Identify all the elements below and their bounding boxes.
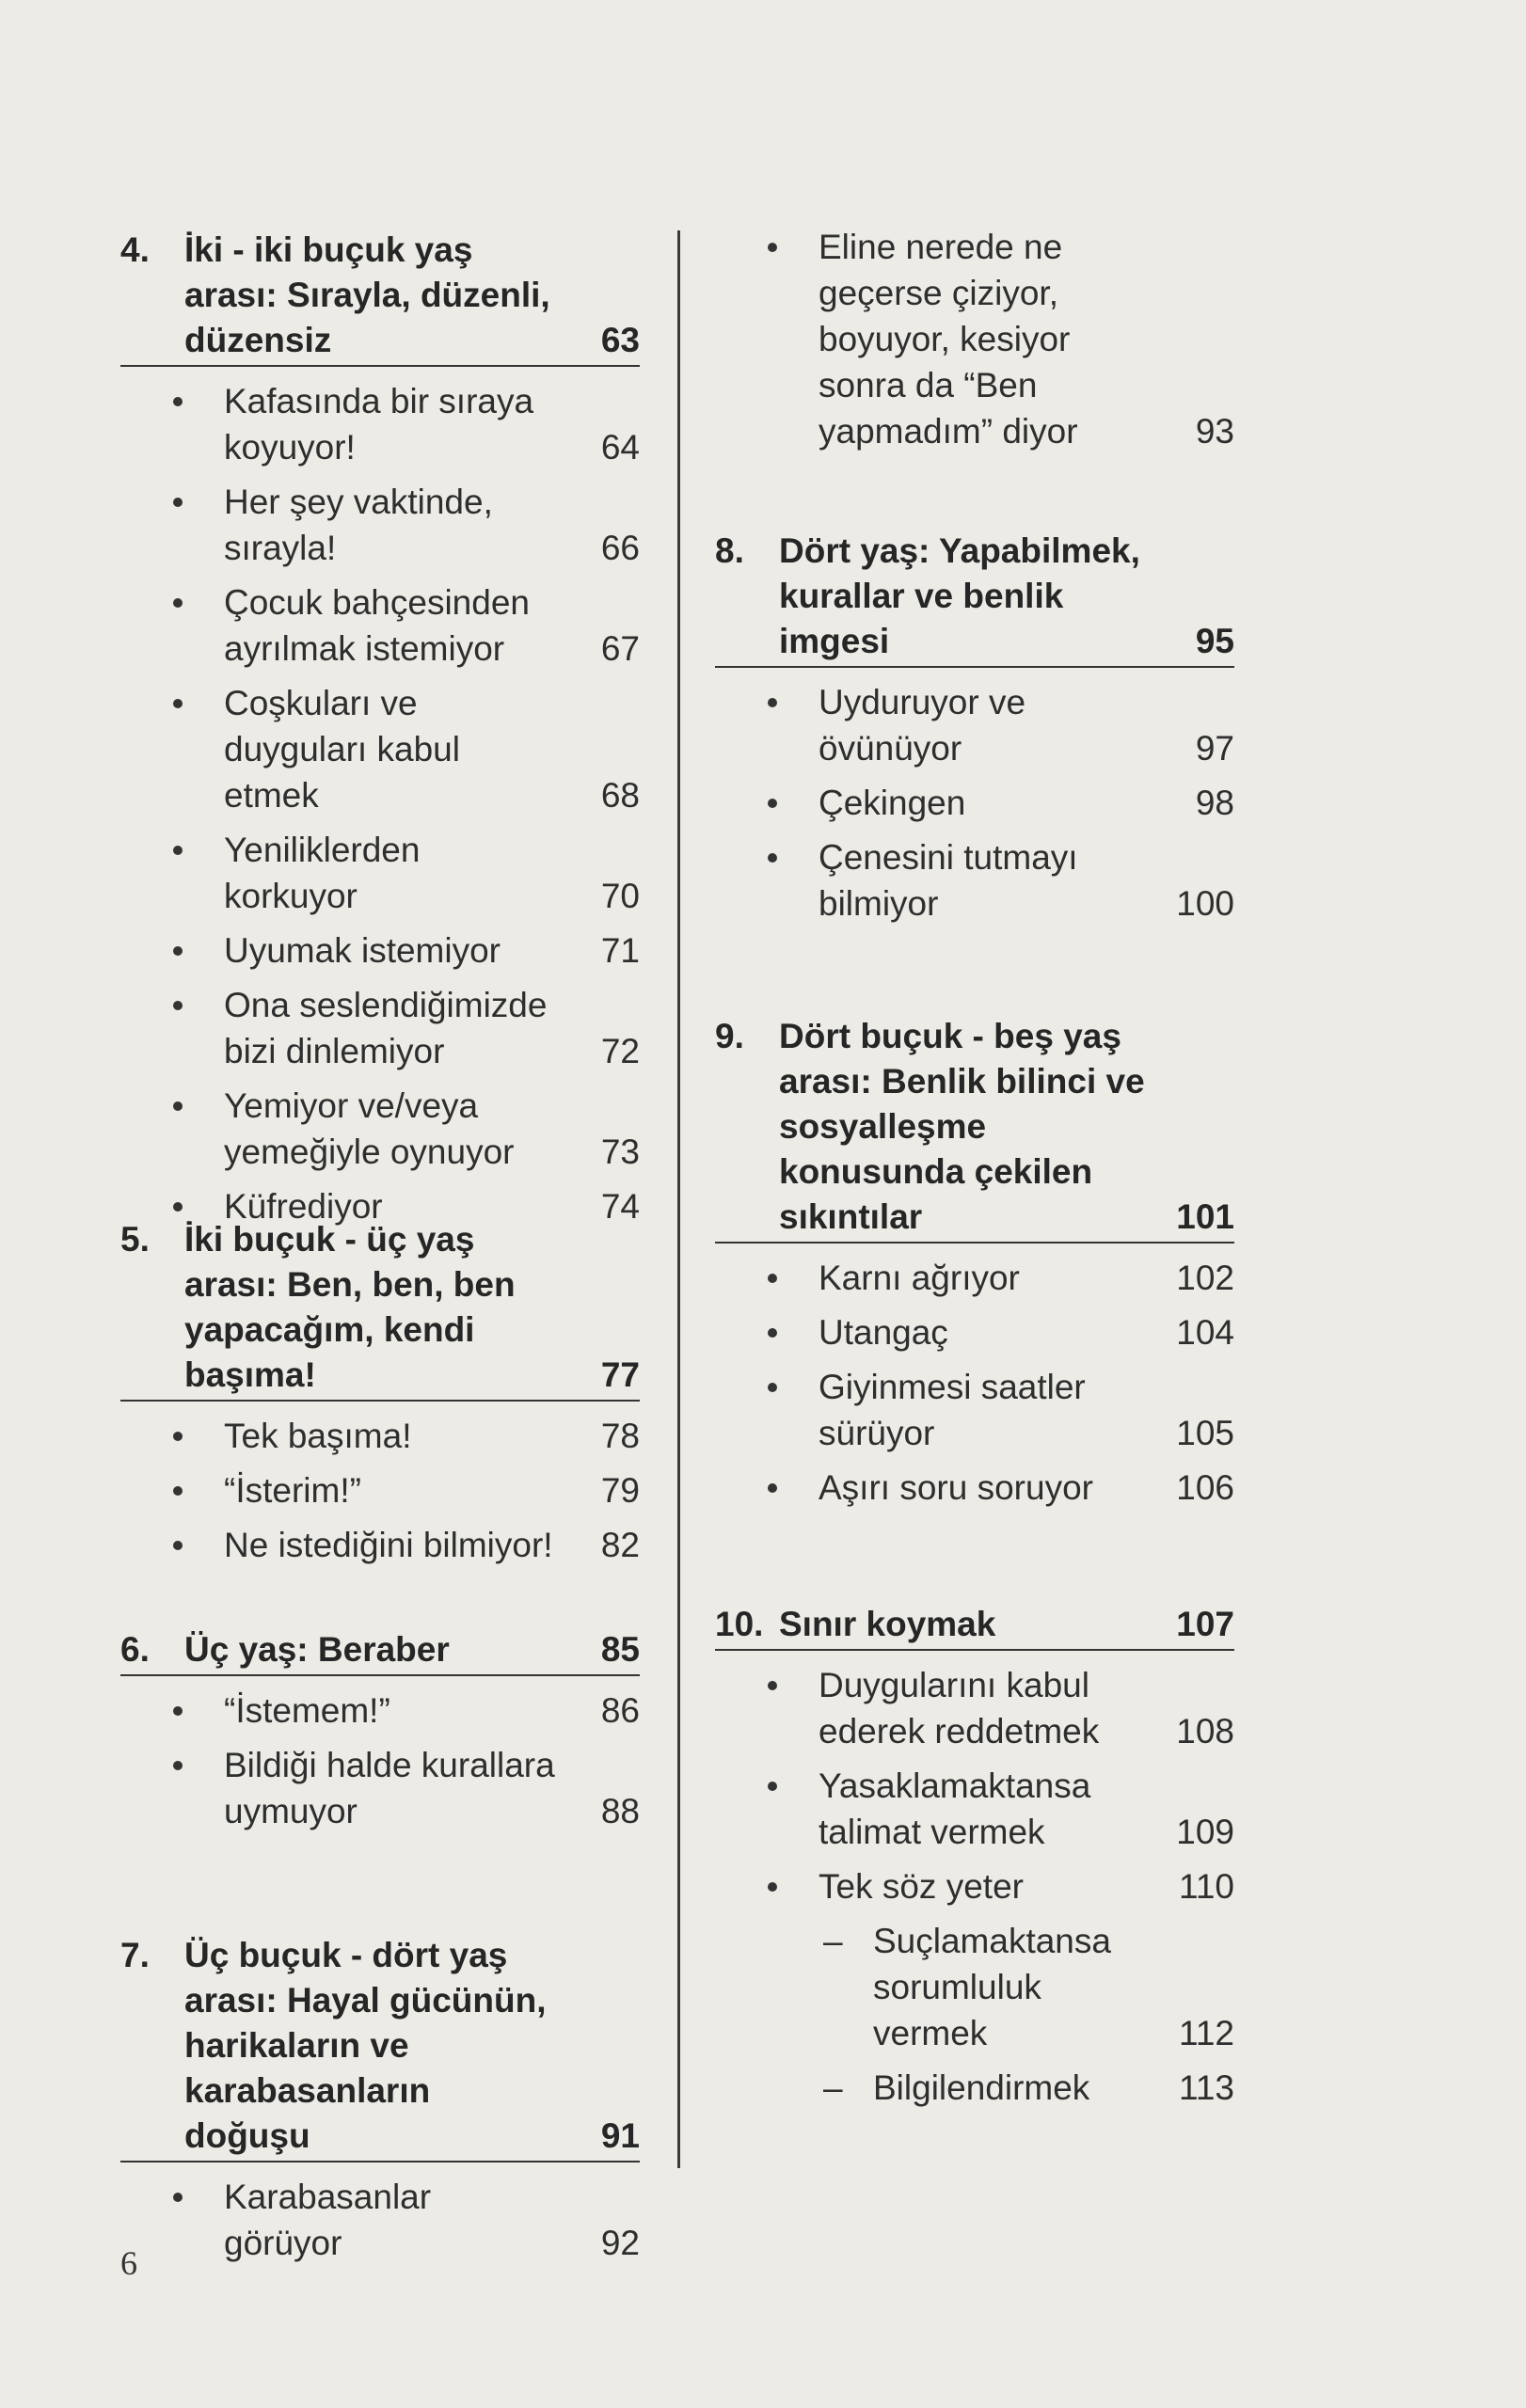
toc-item: Çekingen 98	[715, 780, 1234, 826]
chapter-title: Üç yaş: Beraber	[184, 1630, 450, 1669]
bullet-icon	[173, 699, 183, 708]
toc-subitem: – Bilgilendirmek 113	[715, 2065, 1234, 2111]
bullet-icon	[173, 1001, 183, 1010]
toc-item: Yeniliklerden korkuyor 70	[120, 827, 640, 919]
chapter-page: 101	[1176, 1197, 1234, 1236]
bullet-icon	[768, 1782, 777, 1791]
page-number: 6	[120, 2244, 137, 2282]
toc-item: Uyduruyor ve övünüyor 97	[715, 679, 1234, 771]
chapter-page: 85	[600, 1630, 640, 1669]
bullet-icon	[768, 799, 777, 808]
toc-item: Yemiyor ve/veya yemeğiyle oynuyor 73	[120, 1083, 640, 1175]
chapter-items	[715, 1255, 1234, 1511]
chapter-items	[715, 679, 1234, 927]
toc-item: Bildiği halde kurallara uymuyor 88	[120, 1742, 640, 1834]
toc-item: Uyumak istemiyor 71	[120, 927, 640, 974]
toc-item: Yasaklamaktansa talimat vermek 109	[715, 1763, 1234, 1855]
toc-item: Utangaç 104	[715, 1309, 1234, 1355]
chapter-number: 6.	[120, 1630, 150, 1669]
bullet-icon	[768, 1383, 777, 1392]
bullet-icon	[173, 1101, 183, 1111]
toc-item: Çenesini tutmayı bilmiyor 100	[715, 834, 1234, 927]
chapter-title: İki - iki buçuk yaş arası: Sırayla, düzenli, düzensiz	[184, 230, 550, 359]
chapter-number: 8.	[715, 531, 744, 570]
toc-item: Aşırı soru soruyor 106	[715, 1465, 1234, 1511]
bullet-icon	[173, 1202, 183, 1212]
toc-item: Karnı ağrıyor 102	[715, 1255, 1234, 1301]
bullet-icon	[768, 1274, 777, 1283]
bullet-icon	[768, 698, 777, 707]
column-divider	[677, 230, 680, 2168]
bullet-icon	[173, 1541, 183, 1550]
toc-item: Ona seslendiğimizde bizi dinlemiyor 72	[120, 982, 640, 1074]
bullet-icon	[768, 1483, 777, 1493]
toc-subitem: – Suçlamaktansa sorumluluk vermek 112	[715, 1918, 1234, 2056]
chapter-page: 107	[1176, 1605, 1234, 1643]
chapter-number: 7.	[120, 1936, 150, 1974]
toc-item: Coşkuları ve duyguları kabul etmek 68	[120, 680, 640, 818]
bullet-icon	[173, 2193, 183, 2202]
chapter-7-continued	[715, 224, 1234, 463]
chapter-7	[120, 1933, 640, 2274]
chapter-heading	[120, 1217, 640, 1402]
chapter-10	[715, 1602, 1234, 2119]
bullet-icon	[768, 1882, 777, 1892]
bullet-icon	[173, 1432, 183, 1441]
bullet-icon	[173, 1706, 183, 1716]
bullet-icon	[173, 397, 183, 406]
toc-item: Ne istediğini bilmiyor! 82	[120, 1522, 640, 1568]
chapter-page: 91	[600, 2116, 640, 2155]
toc-item: Karabasanlar görüyor 92	[120, 2174, 640, 2266]
bullet-icon	[173, 946, 183, 956]
bullet-icon	[768, 853, 777, 863]
bullet-icon	[768, 1328, 777, 1338]
toc-item: Çocuk bahçesinden ayrılmak istemiyor 67	[120, 579, 640, 672]
chapter-title: Dört yaş: Yapabilmek, kurallar ve benlik imgesi	[779, 531, 1140, 660]
chapter-number: 4.	[120, 230, 150, 269]
chapter-title: Dört buçuk - beş yaş arası: Benlik bilinci ve sosyalleşme konusunda çekilen sıkıntılar	[779, 1017, 1145, 1236]
toc-item: Eline nerede ne geçerse çiziyor, boyuyor, kesiyor sonra da “Ben yapmadım” diyor 93	[715, 224, 1234, 454]
chapter-number: 5.	[120, 1220, 150, 1259]
chapter-page: 95	[1195, 622, 1234, 660]
chapter-heading	[715, 529, 1234, 668]
chapter-number: 10.	[715, 1605, 764, 1643]
toc-item: Tek başıma! 78	[120, 1413, 640, 1459]
chapter-heading	[120, 1627, 640, 1676]
chapter-items	[120, 378, 640, 1229]
chapter-title: Üç buçuk - dört yaş arası: Hayal gücünün, harikaların ve karabasanların doğuşu	[184, 1936, 547, 2155]
bullet-icon	[768, 243, 777, 252]
toc-item: Giyinmesi saatler sürüyor 105	[715, 1364, 1234, 1456]
bullet-icon	[173, 846, 183, 855]
chapter-items	[120, 1413, 640, 1568]
dash-icon: –	[823, 2068, 843, 2107]
chapter-items	[715, 1662, 1234, 2111]
chapter-title: Sınır koymak	[779, 1605, 996, 1643]
chapter-9	[715, 1014, 1234, 1519]
chapter-page: 77	[600, 1355, 640, 1394]
chapter-4	[120, 228, 640, 1238]
chapter-heading	[715, 1602, 1234, 1651]
bullet-icon	[173, 1761, 183, 1770]
chapter-8	[715, 529, 1234, 935]
bullet-icon	[173, 498, 183, 507]
toc-item: Küfrediyor 74	[120, 1183, 640, 1229]
toc-item: Duygularını kabul ederek reddetmek 108	[715, 1662, 1234, 1754]
dash-icon: –	[823, 1922, 843, 1960]
chapter-heading	[715, 1014, 1234, 1244]
toc-item: Her şey vaktinde, sırayla! 66	[120, 479, 640, 571]
chapter-heading	[120, 228, 640, 367]
toc-item: Kafasında bir sıraya koyuyor! 64	[120, 378, 640, 470]
bullet-icon	[173, 1486, 183, 1496]
toc-item: “İsterim!” 79	[120, 1467, 640, 1513]
chapter-5	[120, 1217, 640, 1576]
chapter-6	[120, 1627, 640, 1843]
toc-item: Tek söz yeter 110	[715, 1863, 1234, 1909]
chapter-number: 9.	[715, 1017, 744, 1055]
chapter-heading	[120, 1933, 640, 2162]
chapter-title: İki buçuk - üç yaş arası: Ben, ben, ben yapacağım, kendi başıma!	[184, 1220, 516, 1394]
chapter-page: 63	[600, 321, 640, 359]
chapter-items	[120, 1687, 640, 1834]
chapter-items	[120, 2174, 640, 2266]
bullet-icon	[173, 598, 183, 608]
bullet-icon	[768, 1681, 777, 1690]
toc-item: “İstemem!” 86	[120, 1687, 640, 1734]
chapter-items	[715, 224, 1234, 454]
